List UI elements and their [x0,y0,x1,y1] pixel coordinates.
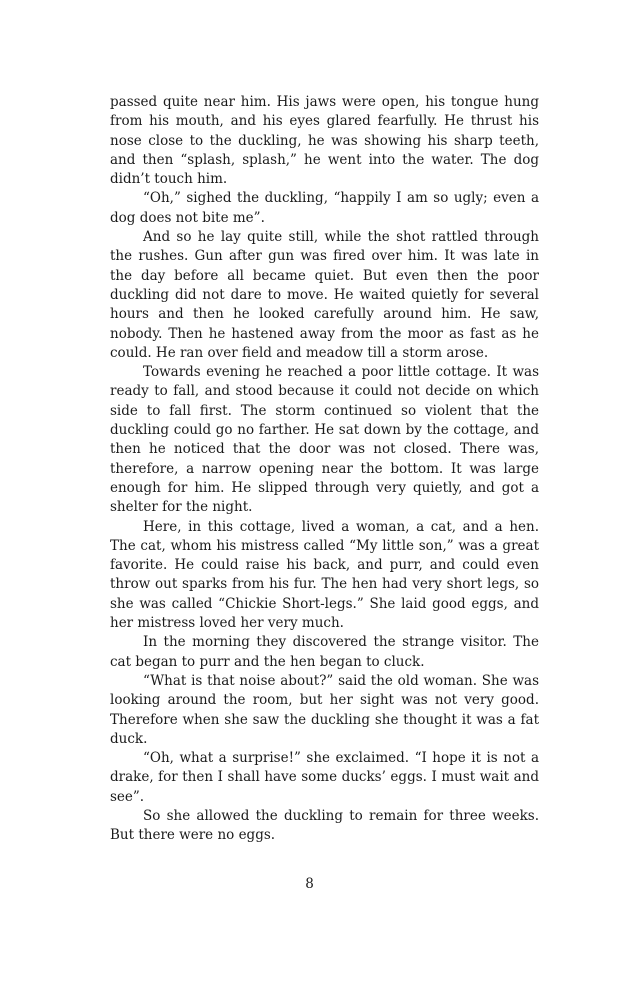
body-text [110,93,539,846]
paragraph-8: “Oh, what a surprise!” she exclaimed. “I hope it is not a drake, for then I shall have some ducks’ eggs. I must wait and see”. [110,750,539,805]
paragraph-3: And so he lay quite still, while the shot rattled through the rushes. Gun after gun was fired over him. It was late in the day before all became quiet. But even then the poor duckling did not dare to move. He waited quietly for several hours and then he looked carefully around him. He saw, nobody. Then he hastened away from the moor as fast as he could. He ran over field and meadow till a storm arose. [110,229,539,361]
page-number: 8 [305,876,314,892]
paragraph-9: So she allowed the duckling to remain for three weeks. But there were no eggs. [110,807,539,844]
paragraph-4: Towards evening he reached a poor little cottage. It was ready to fall, and stood because it could not decide on which side to fall first. The storm continued so violent that the duckling could go no farther. He sat down by the cottage, and then he noticed that the door was not closed. There was, therefore, a narrow opening near the bottom. It was large enough for him. He slipped through very quietly, and got a shelter for the night. [110,364,539,516]
paragraph-2: “Oh,” sighed the duckling, “happily I am so ugly; even a dog does not bite me”. [110,190,539,226]
paragraph-5: Here, in this cottage, lived a woman, a cat, and a hen. The cat, whom his mistress called “My little son,” was a great favorite. He could raise his back, and purr, and could even throw out sparks from his fur. The hen had very short legs, so she was called “Chickie Short-legs.” She laid good eggs, and her mistress loved her very much. [110,518,539,632]
paragraph-6: In the morning they discovered the strange visitor. The cat began to purr and the hen began to cluck. [110,634,539,670]
paragraph-7: “What is that noise about?” said the old woman. She was looking around the room, but her sight was not very good. Therefore when she saw the duckling she thought it was a fat duck. [110,672,539,747]
paragraph-1: passed quite near him. His jaws were open, his tongue hung from his mouth, and his eyes glared fearfully. He thrust his nose close to the duckling, he was showing his sharp teeth, and then “splash, splash,” he went into the water. The dog didn’t touch him. [110,94,539,188]
